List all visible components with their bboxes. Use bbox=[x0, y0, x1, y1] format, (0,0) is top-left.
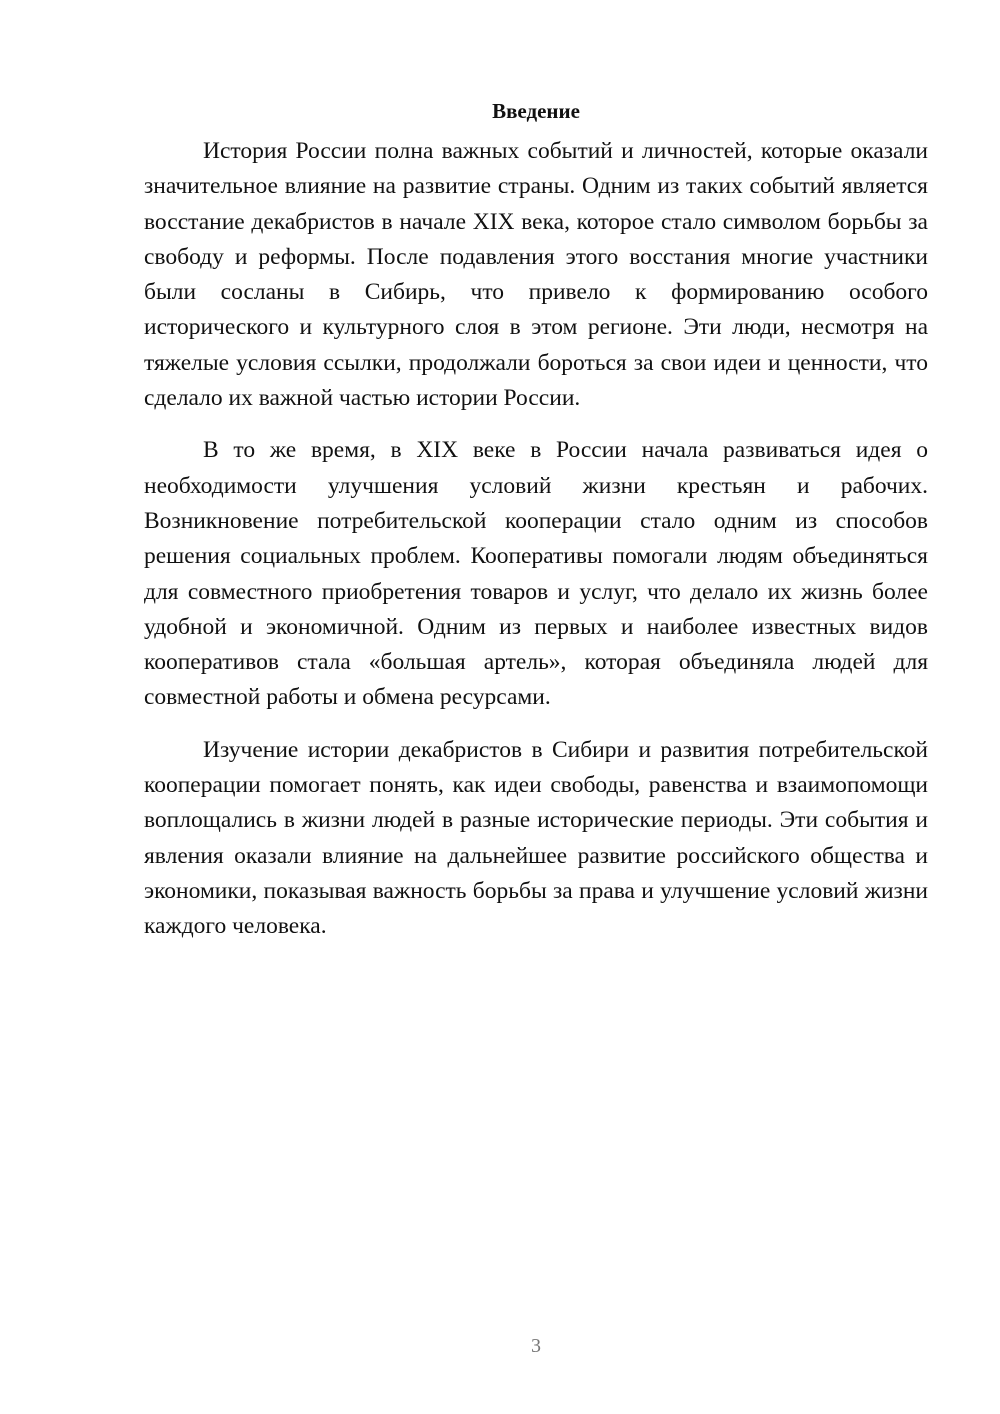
page-number: 3 bbox=[531, 1335, 541, 1357]
paragraph-2: В то же время, в XIX веке в России начала развиваться идея о необходимости улучшения условий жизни крестьян и рабочих. Возникновение потребительской кооперации стало одним из способов решения социальных проблем. Кооперативы помогали людям объединяться для совместного приобретения товаров и услуг, что делало их жизнь более удобной и экономичной. Одним из первых и наиболее известных видов кооперативов стала «большая артель», которая объединяла людей для совместной работы и обмена ресурсами. bbox=[144, 437, 928, 711]
section-title: Введение bbox=[492, 99, 580, 123]
paragraph-3: Изучение истории декабристов в Сибири и развития потребительской кооперации помогает понять, как идеи свободы, равенства и взаимопомощи воплощались в жизни людей в разные исторические периоды. Эти события и явления оказали влияние на дальнейшее развитие российского общества и экономики, показывая важность борьбы за права и улучшение условий жизни каждого человека. bbox=[144, 736, 928, 940]
page-content bbox=[144, 96, 928, 962]
paragraph-1: История России полна важных событий и личностей, которые оказали значительное влияние на развитие страны. Одним из таких событий является восстание декабристов в начале XIX века, которое стало символом борьбы за свободу и реформы. После подавления этого восстания многие участники были сосланы в Сибирь, что привело к формированию особого исторического и культурного слоя в этом регионе. Эти люди, несмотря на тяжелые условия ссылки, продолжали бороться за свои идеи и ценности, что сделало их важной частью истории России. bbox=[144, 138, 928, 412]
